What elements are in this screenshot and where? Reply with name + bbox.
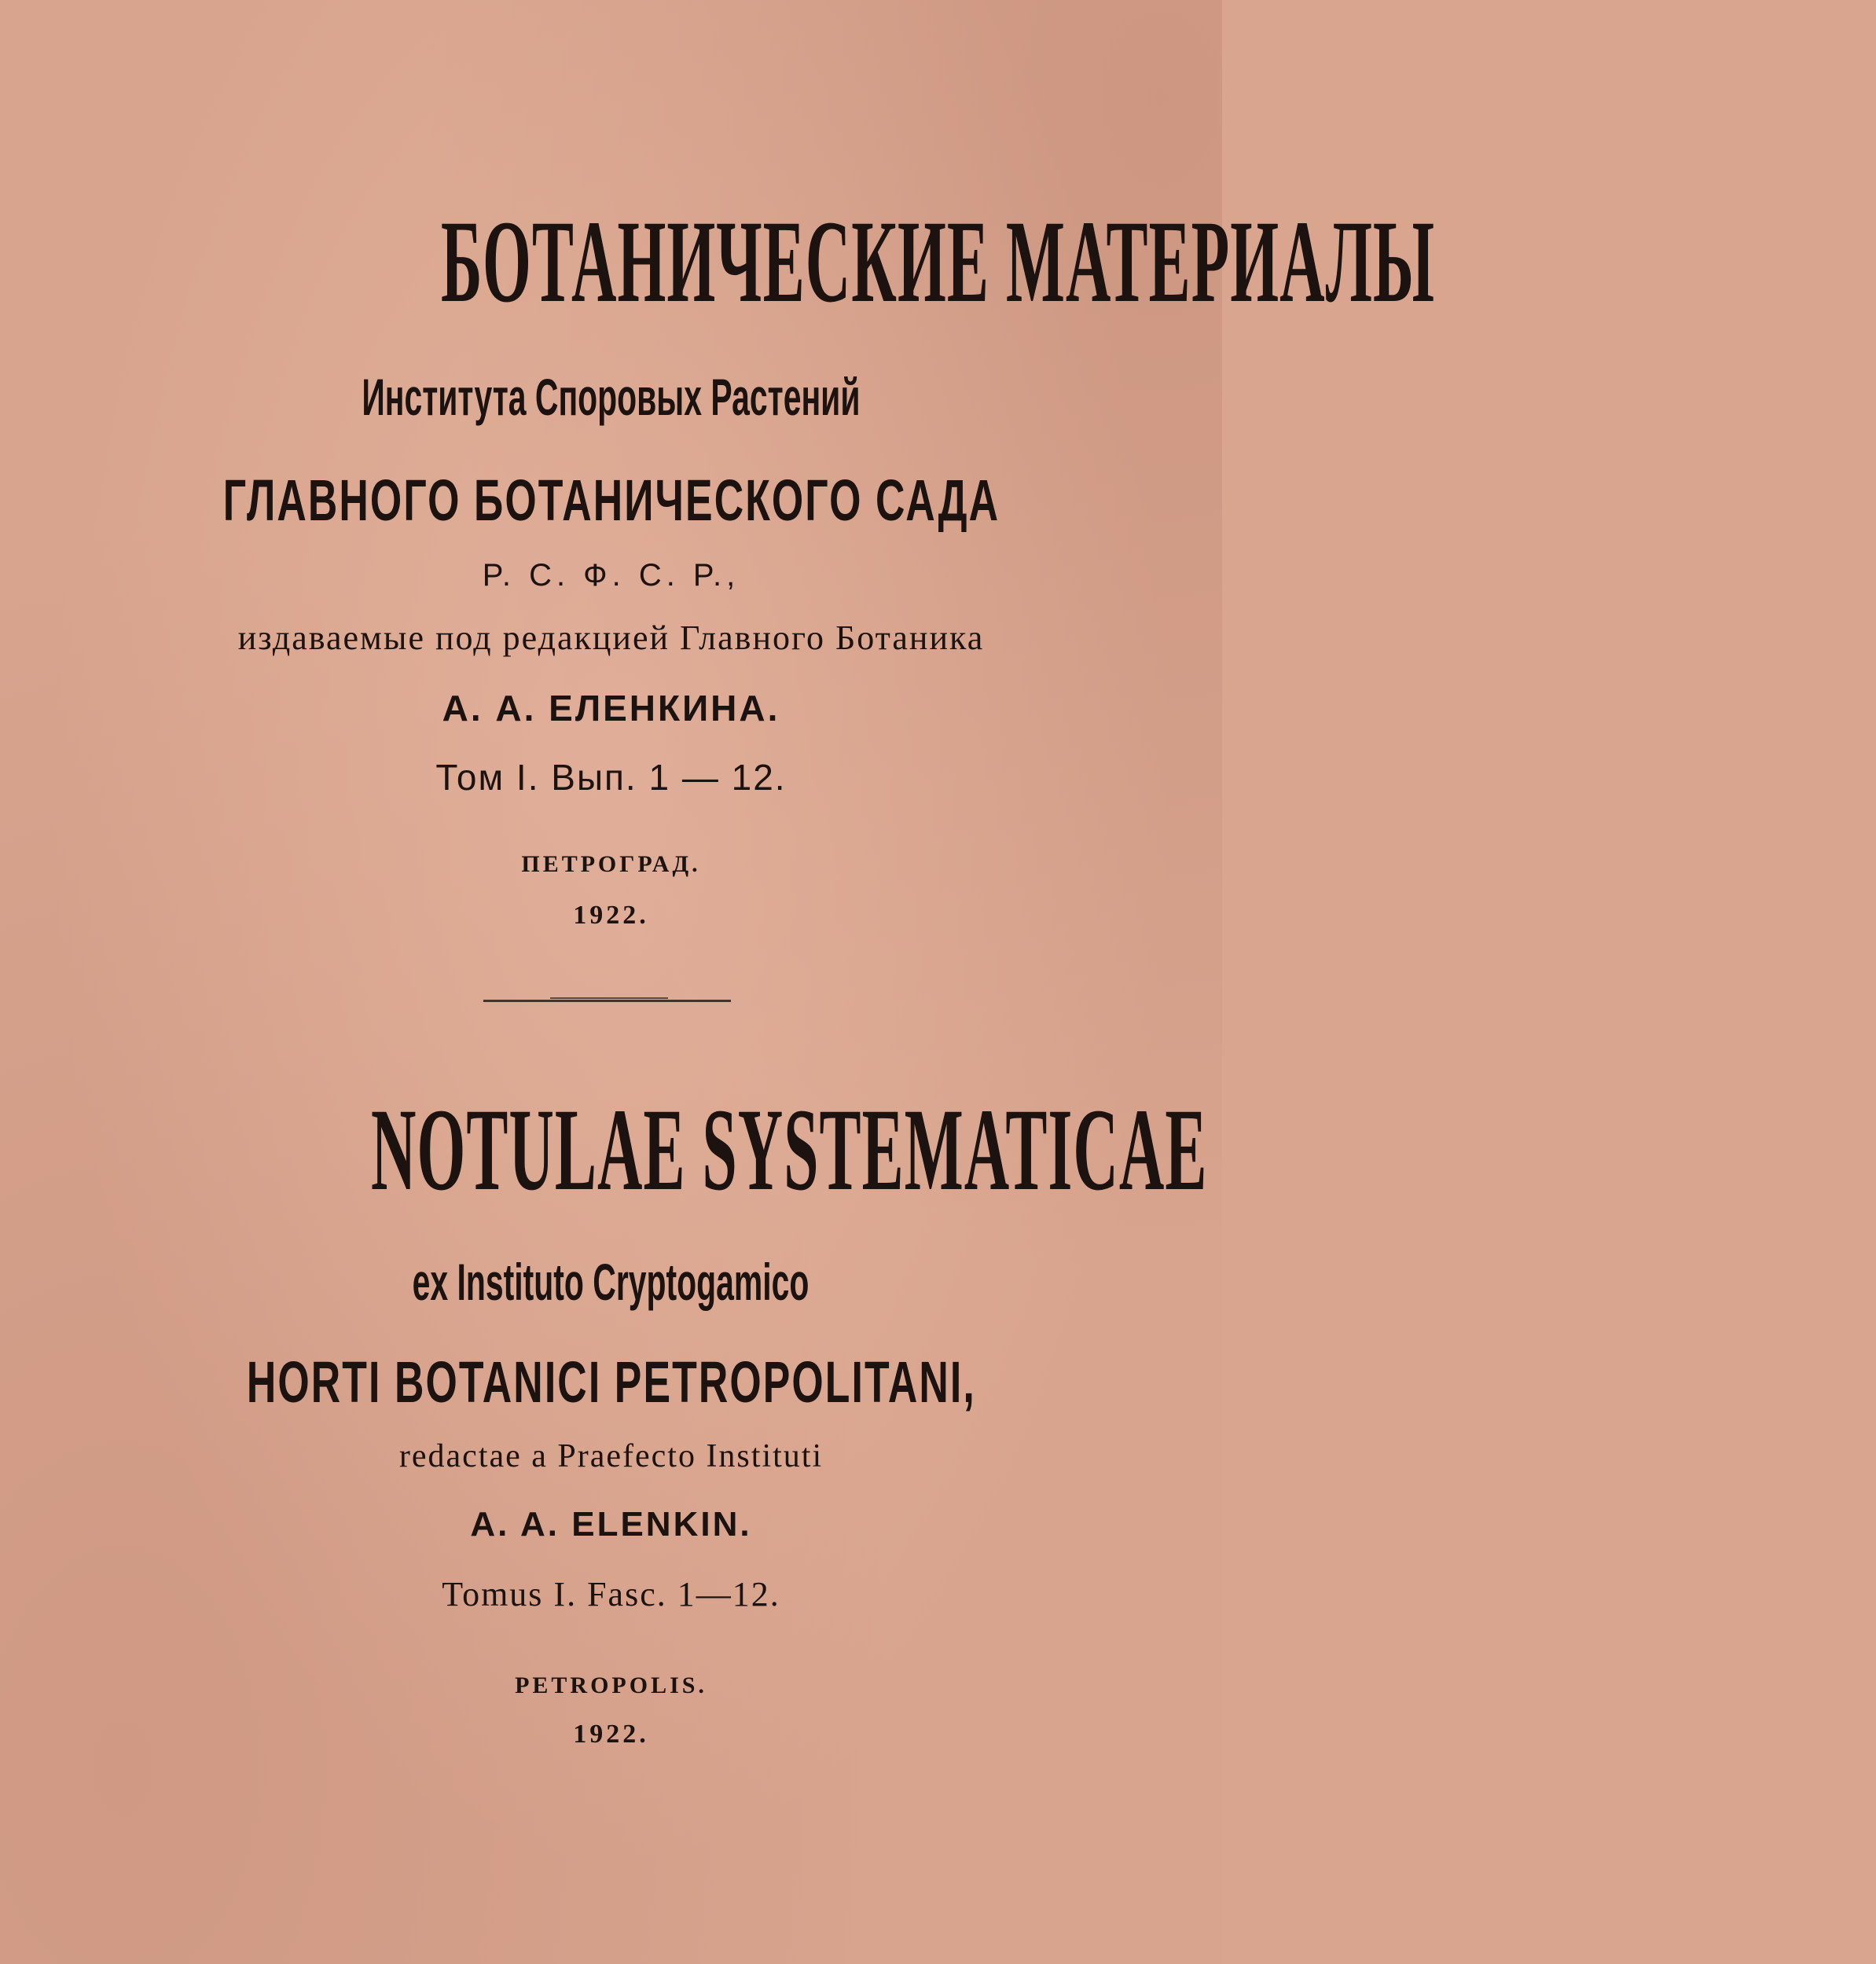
latin-volume: Tomus I. Fasc. 1—12. <box>442 1575 780 1613</box>
russian-institute-line <box>0 368 1222 426</box>
latin-title-line <box>0 1085 1222 1215</box>
russian-year: 1922. <box>573 901 649 930</box>
russian-title: БОТАНИЧЕСКИЕ МАТЕРИАЛЫ <box>440 196 1436 327</box>
latin-year: 1922. <box>573 1720 649 1749</box>
section-divider <box>483 1000 731 1002</box>
russian-republic: Р. С. Ф. С. Р., <box>482 558 740 593</box>
latin-city: PETROPOLIS. <box>515 1672 707 1698</box>
russian-editor: А. А. ЕЛЕНКИНА. <box>442 688 780 729</box>
russian-volume: Том I. Вып. 1 — 12. <box>435 757 787 798</box>
russian-institute: Института Споровых Растений <box>362 368 861 426</box>
latin-title: NOTULAE SYSTEMATICAE <box>370 1085 1208 1215</box>
russian-garden: ГЛАВНОГО БОТАНИЧЕСКОГО САДА <box>222 468 1000 533</box>
russian-title-line <box>0 196 1436 327</box>
latin-editor: A. A. ELENKIN. <box>470 1505 752 1544</box>
russian-city: ПЕТРОГРАД. <box>521 851 701 877</box>
section-divider-accent <box>550 997 668 999</box>
latin-garden-line <box>0 1349 1222 1415</box>
latin-institute-line <box>0 1253 1222 1311</box>
latin-garden: HORTI BOTANICI PETROPOLITANI, <box>246 1349 976 1415</box>
russian-editor-line: издаваемые под редакцией Главного Ботаника <box>237 619 985 657</box>
russian-garden-line <box>0 468 1222 533</box>
latin-editor-line: redactae a Praefecto Instituti <box>398 1438 824 1474</box>
latin-institute: ex Instituto Cryptogamico <box>413 1253 810 1311</box>
